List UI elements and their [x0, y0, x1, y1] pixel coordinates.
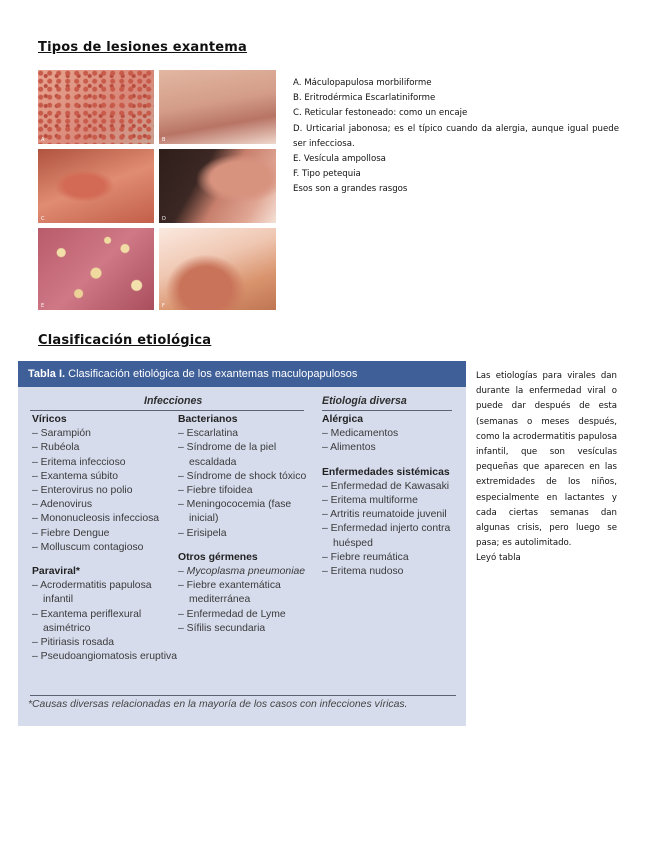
heading-tipos-lesiones: Tipos de lesiones exantema	[38, 40, 247, 55]
section-title: Bacterianos	[178, 414, 238, 425]
table-item: – Exantema periflexural asimétrico	[32, 608, 142, 634]
table-item: – Enfermedad de Lyme	[178, 608, 286, 620]
list-item: B. Eritrodérmica Escarlatiniforme	[293, 93, 436, 104]
column-bacterianos-otros	[178, 413, 308, 636]
table-item: – Enfermedad injerto contra huésped	[322, 523, 451, 549]
section-title: Víricos	[32, 414, 67, 425]
table-item: – Pseudoangiomatosis eruptiva	[32, 651, 177, 663]
photo-label: C	[41, 216, 45, 222]
table-item: – Adenovirus	[32, 499, 93, 511]
lesion-photo-grid	[38, 70, 276, 310]
table-item: – Alimentos	[322, 442, 376, 454]
table-title-bar	[18, 361, 466, 387]
table-item: – Fiebre exantemática mediterránea	[178, 580, 281, 606]
table-item: – Medicamentos	[322, 428, 399, 440]
side-note-last: Leyó tabla	[476, 553, 521, 564]
table-item: – Mononucleosis infecciosa	[32, 513, 160, 525]
table-item: – Eritema multiforme	[322, 495, 418, 507]
table-footnote: *Causas diversas relacionadas en la mayoría de los casos con infecciones víricas.	[28, 699, 408, 710]
section-title: Alérgica	[322, 414, 364, 425]
group-header-etiologia-diversa: Etiología diversa	[322, 395, 407, 407]
lesion-type-list	[293, 76, 619, 198]
table-item: – Fiebre Dengue	[32, 527, 110, 539]
photo-d-urticarial-rash	[159, 149, 276, 223]
table-item: – Erisipela	[178, 527, 227, 539]
table-item: – Sarampión	[32, 428, 91, 440]
table-item: – Escarlatina	[178, 428, 239, 440]
divider	[30, 410, 304, 411]
table-item: – Eritema nudoso	[322, 566, 404, 578]
photo-label: A	[41, 137, 45, 143]
divider	[30, 695, 456, 696]
group-header-infecciones: Infecciones	[144, 395, 203, 407]
divider	[322, 410, 452, 411]
table-item: – Acrodermatitis papulosa infantil	[32, 580, 152, 606]
section-title: Paraviral*	[32, 566, 80, 578]
photo-label: F	[162, 303, 165, 309]
side-note	[476, 369, 617, 567]
photo-b-erythroderma	[159, 70, 276, 144]
photo-f-petechiae	[159, 228, 276, 310]
table-item: – Eritema infeccioso	[32, 456, 126, 468]
table-item: – Rubéola	[32, 442, 80, 454]
table-item: – Fiebre reumática	[322, 551, 409, 563]
table-item: – Síndrome de shock tóxico	[178, 470, 307, 482]
table-item: – Exantema súbito	[32, 470, 119, 482]
table-title: Clasificación etiológica de los exantemas maculopapulosos	[65, 368, 358, 380]
column-viricos-paraviral	[32, 413, 180, 664]
table-item: – Pitiriasis rosada	[32, 637, 115, 649]
table-item: – Meningococemia (fase inicial)	[178, 499, 292, 525]
table-item: – Sífilis secundaria	[178, 622, 266, 634]
photo-c-reticular-rash	[38, 149, 154, 223]
table-item: – Enfermedad de Kawasaki	[322, 480, 450, 492]
table-item: – Enterovirus no polio	[32, 485, 133, 497]
table-item: – Fiebre tifoidea	[178, 485, 253, 497]
section-title: Enfermedades sistémicas	[322, 466, 450, 478]
photo-label: D	[162, 216, 166, 222]
list-item: D. Urticarial jabonosa; es el típico cuando da alergia, aunque igual puede ser infecciosa.	[293, 123, 619, 149]
column-etiologia-diversa	[322, 413, 456, 579]
photo-label: B	[162, 137, 166, 143]
list-footer: Esos son a grandes rasgos	[293, 184, 408, 195]
table-item: – Artritis reumatoide juvenil	[322, 509, 447, 521]
table-item: – Síndrome de la piel escaldada	[178, 442, 277, 468]
photo-label: E	[41, 303, 45, 309]
section-title: Otros gérmenes	[178, 551, 258, 563]
list-item: F. Tipo petequia	[293, 169, 361, 180]
photo-a-maculopapular-rash	[38, 70, 154, 144]
list-item: C. Reticular festoneado: como un encaje	[293, 108, 468, 119]
list-item: A. Máculopapulosa morbiliforme	[293, 78, 432, 88]
etiology-table	[18, 361, 466, 726]
side-note-paragraph: Las etiologías para virales dan durante la enfermedad viral o puede dar después de esta (semanas o meses después, como la acrodermatitis papulosa infantil, que son vesículas pequeñas que aparecen en las extremidades de los niños, especialmente en lactantes y cada ciertas semanas dan algunas crisis, pero luego se pasa; es autolimitado.	[476, 371, 617, 549]
photo-e-vesicles	[38, 228, 154, 310]
table-item: – Mycoplasma pneumoniae	[178, 566, 306, 578]
list-item: E. Vesícula ampollosa	[293, 154, 386, 165]
table-number: Tabla I.	[28, 368, 66, 380]
heading-clasificacion: Clasificación etiológica	[38, 333, 212, 348]
table-item: – Molluscum contagioso	[32, 541, 144, 553]
